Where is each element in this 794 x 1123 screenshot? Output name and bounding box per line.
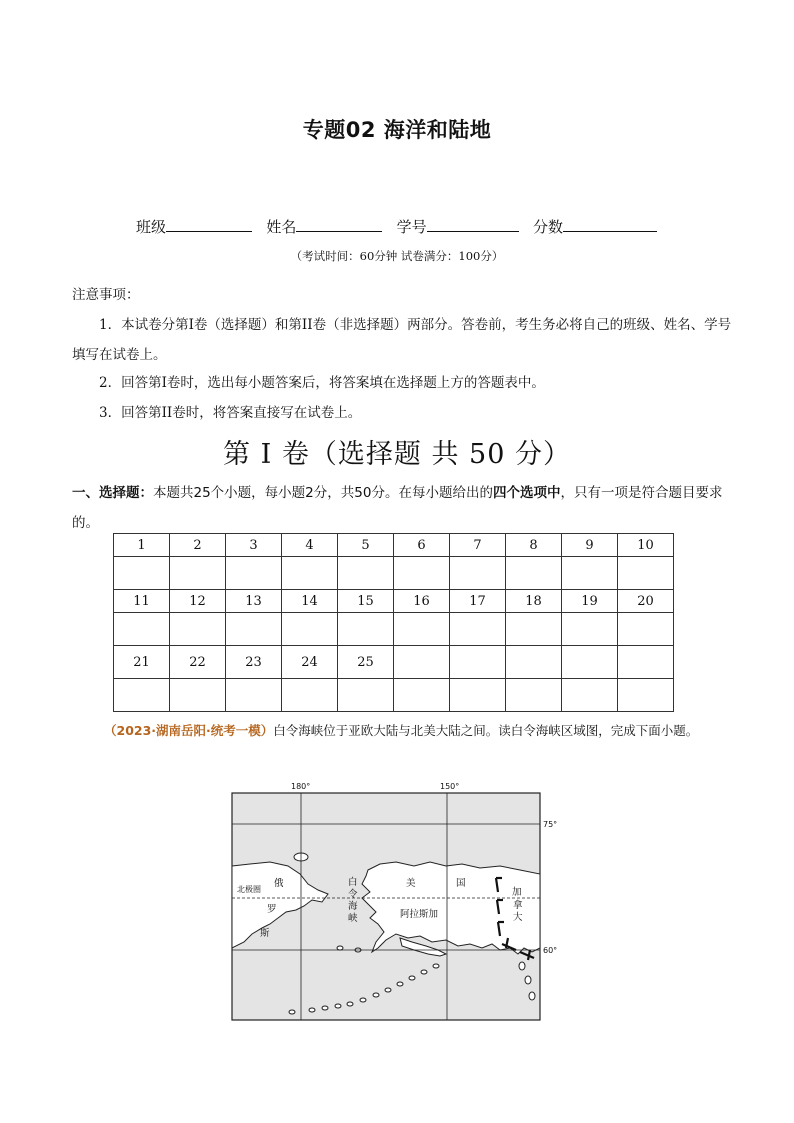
answer-cell[interactable] [282, 679, 338, 712]
grid-number-cell: 6 [394, 534, 450, 557]
island [529, 992, 535, 1000]
answer-cell[interactable] [506, 613, 562, 646]
note-item-2: 2．回答第I卷时，选出每小题答案后，将答案填在选择题上方的答题表中。 [99, 375, 545, 391]
canada-char-3: 大 [513, 912, 523, 923]
lon-label-180: 180° [291, 782, 311, 791]
answer-grid-number-row [114, 646, 674, 679]
answer-grid-answer-row [114, 613, 674, 646]
answer-cell[interactable] [394, 557, 450, 590]
question-intro-body: 本题共25个小题，每小题2分，共50分。在每小题给出的 [153, 485, 493, 501]
canada-char-2: 拿 [513, 900, 523, 911]
answer-cell[interactable] [170, 613, 226, 646]
arctic-circle-label: 北极圈 [237, 885, 261, 894]
grid-number-cell: 25 [338, 646, 394, 679]
answer-grid-number-row [114, 590, 674, 613]
island [525, 976, 531, 984]
island [519, 962, 525, 970]
grid-number-cell: 19 [562, 590, 618, 613]
volume-title: 第 I 卷（选择题 共 50 分） [223, 439, 571, 470]
question-intro-suffix: ，只有一项是符合题目要求的。 [72, 485, 723, 531]
student-info-fields [136, 216, 657, 237]
grid-number-cell: 4 [282, 534, 338, 557]
answer-cell[interactable] [170, 679, 226, 712]
island [433, 964, 439, 968]
grid-number-cell: 20 [618, 590, 674, 613]
answer-grid [113, 533, 674, 712]
note-item-3: 3．回答第II卷时，将答案直接写在试卷上。 [99, 405, 362, 421]
answer-cell[interactable] [394, 613, 450, 646]
island [373, 993, 379, 997]
score-blank[interactable] [563, 217, 657, 232]
answer-cell[interactable] [562, 557, 618, 590]
question-intro [72, 478, 732, 538]
grid-number-cell: 18 [506, 590, 562, 613]
source-text: 白令海峡位于亚欧大陆与北美大陆之间。读白令海峡区域图，完成下面小题。 [273, 723, 699, 738]
answer-cell[interactable] [506, 557, 562, 590]
strait-char-2: 令 [348, 889, 358, 900]
answer-cell[interactable] [114, 557, 170, 590]
answer-cell[interactable] [562, 613, 618, 646]
russia-char-2: 罗 [267, 904, 277, 915]
score-label: 分数 [532, 218, 563, 236]
answer-cell[interactable] [562, 679, 618, 712]
lon-label-150: 150° [440, 782, 460, 791]
answer-cell[interactable] [338, 557, 394, 590]
russia-char-3: 斯 [260, 928, 270, 939]
island [385, 988, 391, 992]
grid-number-cell [394, 646, 450, 679]
grid-number-cell: 7 [450, 534, 506, 557]
answer-cell[interactable] [506, 679, 562, 712]
grid-number-cell: 9 [562, 534, 618, 557]
answer-cell[interactable] [618, 613, 674, 646]
note-item-1: 1．本试卷分第I卷（选择题）和第II卷（非选择题）两部分。答卷前，考生务必将自己的班级、姓名、学号填写在试卷上。 [72, 317, 732, 363]
number-blank[interactable] [427, 217, 519, 232]
answer-cell[interactable] [450, 557, 506, 590]
island [409, 976, 415, 980]
grid-number-cell: 11 [114, 590, 170, 613]
island [397, 982, 403, 986]
lat-label-75: 75° [543, 820, 558, 829]
answer-cell[interactable] [282, 557, 338, 590]
grid-number-cell: 14 [282, 590, 338, 613]
usa-char-1: 美 [406, 878, 416, 889]
question-intro-emph: 四个选项中 [492, 485, 561, 501]
answer-grid-number-row [114, 534, 674, 557]
strait-char-3: 海 [348, 901, 358, 912]
grid-number-cell: 13 [226, 590, 282, 613]
answer-cell[interactable] [618, 557, 674, 590]
page-title: 专题02 海洋和陆地 [302, 118, 492, 142]
answer-cell[interactable] [170, 557, 226, 590]
grid-number-cell [562, 646, 618, 679]
answer-cell[interactable] [450, 613, 506, 646]
island [322, 1006, 328, 1010]
strait-char-4: 峡 [348, 913, 358, 924]
grid-number-cell: 2 [170, 534, 226, 557]
grid-number-cell: 21 [114, 646, 170, 679]
island [335, 1004, 341, 1008]
answer-cell[interactable] [338, 679, 394, 712]
grid-number-cell: 1 [114, 534, 170, 557]
number-label: 学号 [396, 218, 427, 236]
question-intro-prefix: 一、选择题： [72, 485, 153, 501]
island [309, 1008, 315, 1012]
grid-number-cell: 22 [170, 646, 226, 679]
answer-cell[interactable] [394, 679, 450, 712]
lat-label-60: 60° [543, 946, 558, 955]
russia-char-1: 俄 [274, 878, 284, 889]
class-label: 班级 [136, 218, 167, 236]
answer-cell[interactable] [114, 679, 170, 712]
answer-cell[interactable] [282, 613, 338, 646]
grid-number-cell: 15 [338, 590, 394, 613]
island [347, 1002, 353, 1006]
name-blank[interactable] [296, 217, 382, 232]
usa-char-2: 国 [456, 878, 466, 889]
grid-number-cell: 12 [170, 590, 226, 613]
island [360, 998, 366, 1002]
answer-cell[interactable] [338, 613, 394, 646]
answer-cell[interactable] [114, 613, 170, 646]
grid-number-cell [618, 646, 674, 679]
island [421, 970, 427, 974]
grid-number-cell: 16 [394, 590, 450, 613]
grid-number-cell: 24 [282, 646, 338, 679]
strait-char-1: 白 [348, 877, 358, 888]
grid-number-cell [506, 646, 562, 679]
grid-number-cell: 23 [226, 646, 282, 679]
notes-heading: 注意事项： [72, 287, 140, 303]
island [337, 946, 343, 950]
answer-cell[interactable] [450, 679, 506, 712]
grid-number-cell: 5 [338, 534, 394, 557]
grid-number-cell: 3 [226, 534, 282, 557]
answer-cell[interactable] [618, 679, 674, 712]
bering-strait-map [200, 778, 560, 1028]
grid-number-cell [450, 646, 506, 679]
answer-cell[interactable] [226, 613, 282, 646]
island [289, 1010, 295, 1014]
name-label: 姓名 [266, 218, 297, 236]
question-source [104, 717, 734, 745]
source-tag: （2023·湖南岳阳·统考一模） [104, 723, 274, 738]
canada-char-1: 加 [512, 887, 522, 898]
grid-number-cell: 17 [450, 590, 506, 613]
exam-info: （考试时间：60分钟 试卷满分：100分） [290, 249, 504, 263]
grid-number-cell: 10 [618, 534, 674, 557]
answer-grid-answer-row [114, 679, 674, 712]
grid-number-cell: 8 [506, 534, 562, 557]
answer-cell[interactable] [226, 557, 282, 590]
class-blank[interactable] [166, 217, 252, 232]
answer-cell[interactable] [226, 679, 282, 712]
alaska-label: 阿拉斯加 [400, 909, 439, 920]
answer-grid-answer-row [114, 557, 674, 590]
